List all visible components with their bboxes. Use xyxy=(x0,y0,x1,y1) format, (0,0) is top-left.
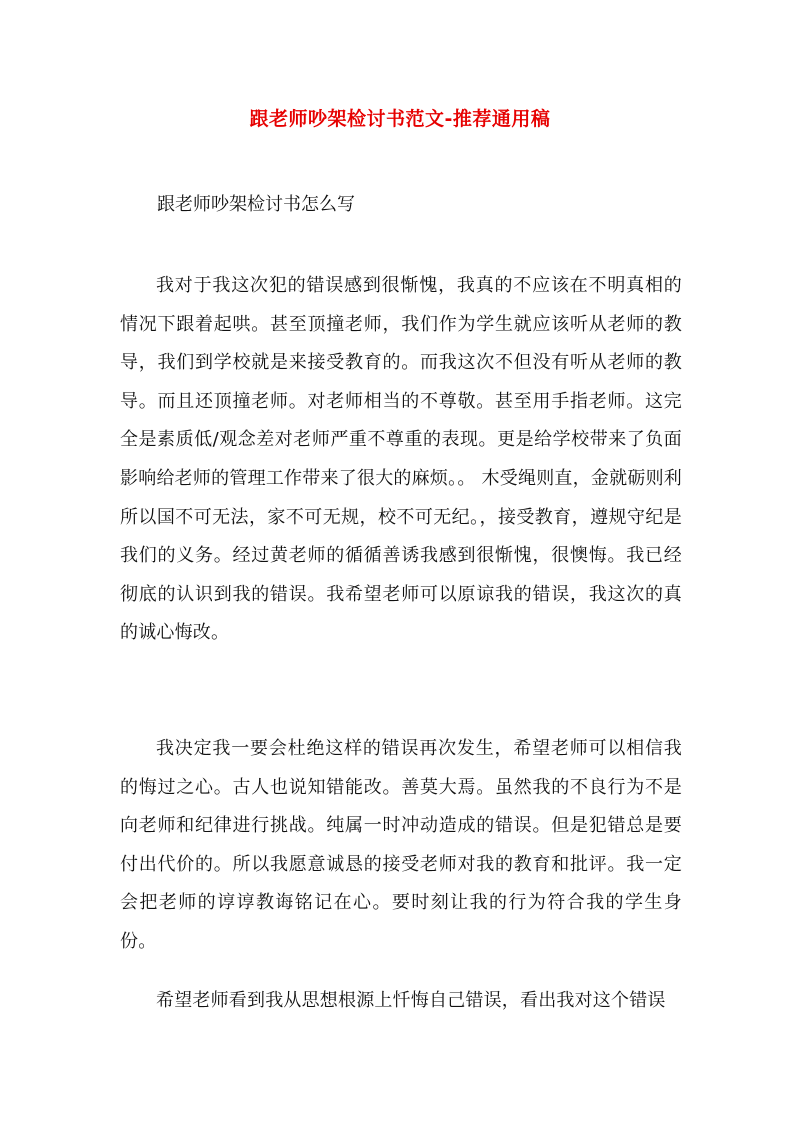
body-paragraph-1: 我对于我这次犯的错误感到很惭愧，我真的不应该在不明真相的情况下跟着起哄。甚至顶撞老师，我们作为学生就应该听从老师的教导，我们到学校就是来接受教育的。而我这次不但没有听从老师的教导。而且还顶撞老师。对老师相当的不尊敬。甚至用手指老师。这完全是素质低/观念差对老师严重不尊重的表现。更是给学校带来了负面影响给老师的管理工作带来了很大的麻烦。。 木受绳则直，金就砺则利所以国不可无法，家不可无规，校不可无纪。，接受教育，遵规守纪是我们的义务。经过黄老师的循循善诱我感到很惭愧，很懊悔。我已经彻底的认识到我的错误。我希望老师可以原谅我的错误，我这次的真的诚心悔改。 xyxy=(120,275,682,644)
document-subheading: 跟老师吵架检讨书怎么写 xyxy=(157,194,355,215)
body-paragraph-2: 我决定我一要会杜绝这样的错误再次发生，希望老师可以相信我的悔过之心。古人也说知错能改。善莫大焉。虽然我的不良行为不是向老师和纪律进行挑战。纯属一时冲动造成的错误。但是犯错总是要付出代价的。所以我愿意诚恳的接受老师对我的教育和批评。我一定会把老师的谆谆教诲铭记在心。要时刻让我的行为符合我的学生身份。 xyxy=(120,738,682,952)
document-title: 跟老师吵架检讨书范文-推荐通用稿 xyxy=(249,108,551,130)
body-paragraph-3: 希望老师看到我从思想根源上忏悔自己错误，看出我对这个错误 xyxy=(156,990,666,1011)
